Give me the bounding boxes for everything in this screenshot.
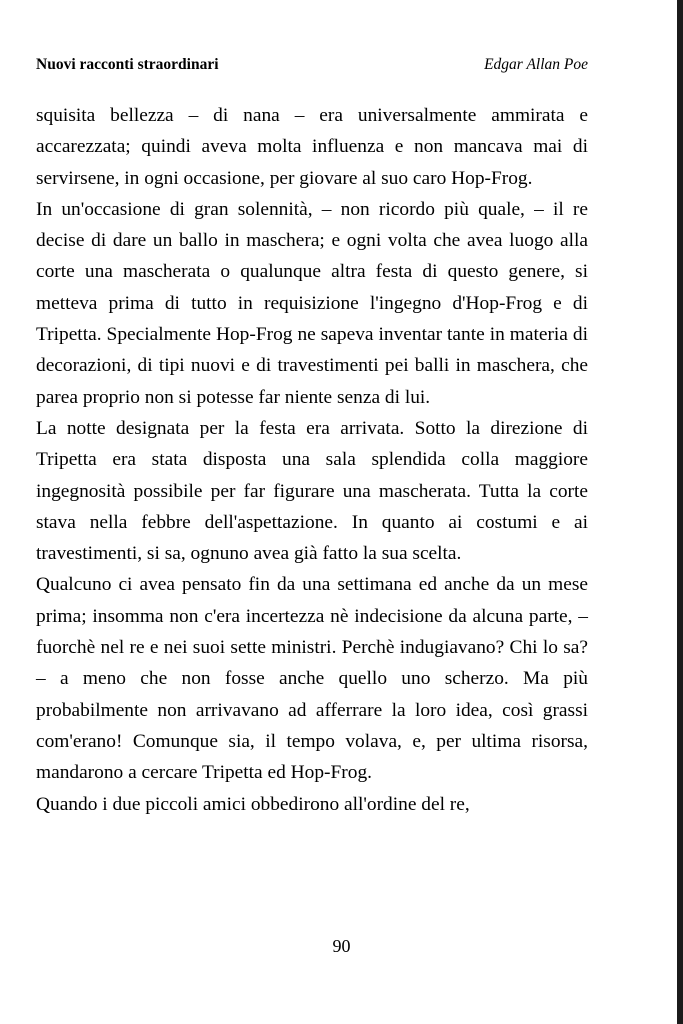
running-head-book-title: Nuovi racconti straordinari	[36, 56, 219, 73]
paragraph: Qualcuno ci avea pensato fin da una settimana ed anche da un mese prima; insomma non c'era incertezza nè indecisione da alcuna parte, – fuorchè nel re e nei suoi sette ministri. Perchè indugiavano? Chi lo sa? – a meno che non fosse anche quello uno scherzo. Ma più probabilmente non arrivavano ad afferrare la loro idea, così grassi com'erano! Comunque sia, il tempo volava, e, per ultima risorsa, mandarono a cercare Tripetta ed Hop-Frog.	[36, 574, 588, 784]
body-text	[36, 100, 588, 820]
page-content	[36, 56, 588, 820]
scan-edge-strip	[677, 0, 683, 1024]
paragraph: squisita bellezza – di nana – era universalmente ammirata e accarezzata; quindi aveva molta influenza e non mancava mai di servirsene, in ogni occasione, per giovare al suo caro Hop-Frog.	[36, 105, 588, 189]
paragraph: Quando i due piccoli amici obbedirono all'ordine del re,	[36, 793, 470, 815]
paragraph: La notte designata per la festa era arrivata. Sotto la direzione di Tripetta era stata disposta una sala splendida colla maggiore ingegnosità possibile per far figurare una mascherata. Tutta la corte stava nella febbre dell'aspettazione. In quanto ai costumi e ai travestimenti, si sa, ognuno avea già fatto la sua scelta.	[36, 417, 588, 565]
running-head-author: Edgar Allan Poe	[484, 56, 588, 73]
paragraph: In un'occasione di gran solennità, – non ricordo più quale, – il re decise di dare un ballo in maschera; e ogni volta che avea luogo alla corte una mascherata o qualunque altra festa di questo genere, si metteva prima di tutto in requisizione l'ingegno d'Hop-Frog e di Tripetta. Specialmente Hop-Frog ne sapeva inventar tante in materia di decorazioni, di tipi nuovi e di travestimenti pei balli in maschera, che parea proprio non si potesse far niente senza di lui.	[36, 198, 588, 408]
page-number: 90	[332, 936, 351, 956]
running-head	[36, 56, 588, 74]
